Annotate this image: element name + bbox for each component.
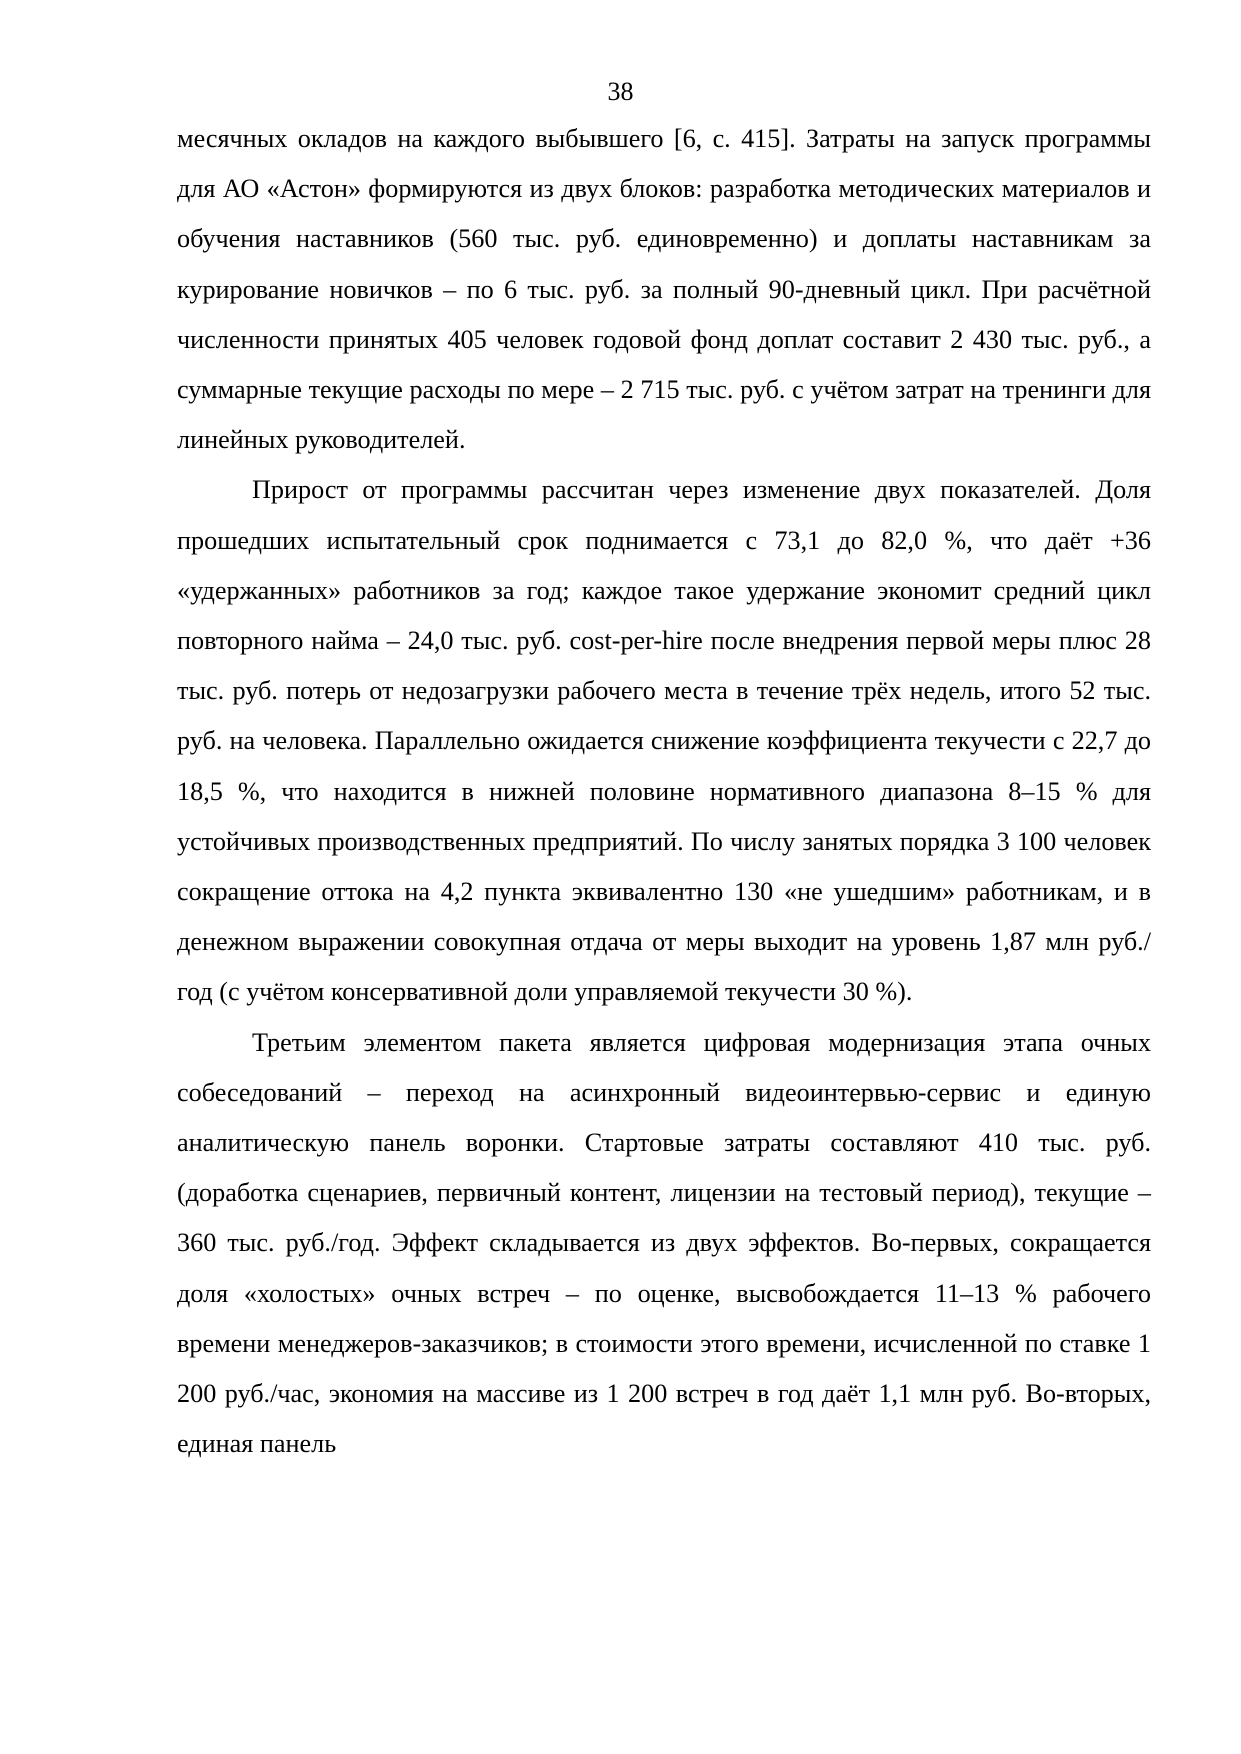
paragraph-3: Третьим элементом пакета является цифровая модернизация этапа очных собеседований – переход на асинхронный видеоинтервью-сервис и единую аналитическую панель воронки. Стартовые затраты составляют 410 тыс. руб. (доработка сценариев, первичный контент, лицензии на тестовый период), текущие – 360 тыс. руб./год. Эффект складывается из двух эффектов. Во-первых, сокращается доля «холостых» очных встреч – по оценке, высвобождается 11–13 % рабочего времени менеджеров-заказчиков; в стоимости этого времени, исчисленной по ставке 1 200 руб./час, экономия на массиве из 1 200 встреч в год даёт 1,1 млн руб. Во-вторых, единая панель [177,1027,1151,1459]
body-text [177,114,1151,1469]
paragraph-2: Прирост от программы рассчитан через изменение двух показателей. Доля прошедших испытательный срок поднимается с 73,1 до 82,0 %, что даёт +36 «удержанных» работников за год; каждое такое удержание экономит средний цикл повторного найма – 24,0 тыс. руб. cost-per-hire после внедрения первой меры плюс 28 тыс. руб. потерь от недозагрузки рабочего места в течение трёх недель, итого 52 тыс. руб. на человека. Параллельно ожидается снижение коэффициента текучести с 22,7 до 18,5 %, что находится в нижней половине нормативного диапазона 8–15 % для устойчивых производственных предприятий. По числу занятых порядка 3 100 человек сокращение оттока на 4,2 пункта эквивалентно 130 «не ушедшим» работникам, и в денежном выражении совокупная отдача от меры выходит на уровень 1,87 млн руб./год (с учётом консервативной доли управляемой текучести 30 %). [177,475,1151,1007]
paragraph-1: месячных окладов на каждого выбывшего [6, с. 415]. Затраты на запуск программы для АО «Астон» формируются из двух блоков: разработка методических материалов и обучения наставников (560 тыс. руб. единовременно) и доплаты наставникам за курирование новичков – по 6 тыс. руб. за полный 90-дневный цикл. При расчётной численности принятых 405 человек годовой фонд доплат составит 2 430 тыс. руб., а суммарные текущие расходы по мере – 2 715 тыс. руб. с учётом затрат на тренинги для линейных руководителей. [177,124,1151,455]
page-number: 38 [607,77,634,106]
